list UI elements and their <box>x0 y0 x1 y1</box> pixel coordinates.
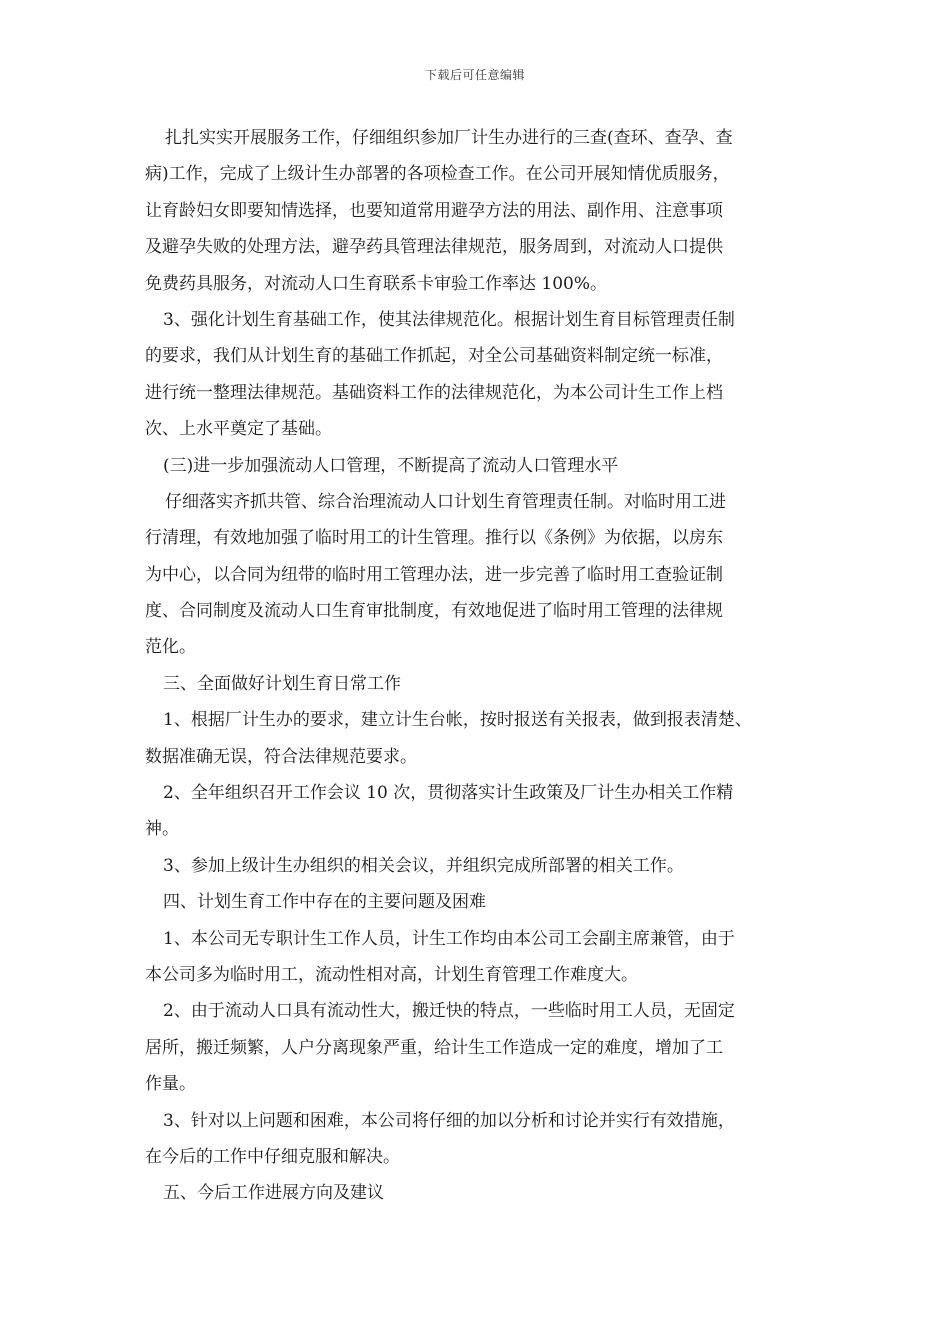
paragraph <box>145 666 825 702</box>
paragraph <box>145 702 825 775</box>
paragraph <box>145 775 825 848</box>
paragraph-line: 及避孕失败的处理方法，避孕药具管理法律规范，服务周到，对流动人口提供 <box>145 237 723 258</box>
paragraph-line: 1、本公司无专职计生工作人员，计生工作均由本公司工会副主席兼管，由于 <box>163 928 735 949</box>
paragraph-line: 的要求，我们从计划生育的基础工作抓起，对全公司基础资料制定统一标准， <box>145 346 723 367</box>
paragraph-line: 仔细落实齐抓共管、综合治理流动人口计划生育管理责任制。对临时用工进 <box>165 491 726 512</box>
paragraph <box>145 884 825 920</box>
paragraph-line: 次、上水平奠定了基础。 <box>145 419 332 440</box>
paragraph-line: 作量。 <box>145 1074 196 1095</box>
paragraph <box>145 448 825 484</box>
paragraph-line: 三、全面做好计划生育日常工作 <box>163 673 401 694</box>
paragraph-line: (三)进一步加强流动人口管理，不断提高了流动人口管理水平 <box>163 455 619 476</box>
paragraph <box>145 302 825 448</box>
paragraph-line: 五、今后工作进展方向及建议 <box>163 1183 384 1204</box>
paragraph <box>145 993 825 1102</box>
paragraph-line: 数据准确无误，符合法律规范要求。 <box>145 746 417 767</box>
paragraph-line: 1、根据厂计生办的要求，建立计生台帐，按时报送有关报表，做到报表清楚、 <box>163 710 752 731</box>
paragraph <box>145 921 825 994</box>
paragraph <box>145 848 825 884</box>
paragraph-line: 度、合同制度及流动人口生育审批制度，有效地促进了临时用工管理的法律规 <box>145 601 723 622</box>
paragraph <box>145 1103 825 1176</box>
paragraph-line: 四、计划生育工作中存在的主要问题及困难 <box>163 892 486 913</box>
paragraph-line: 3、参加上级计生办组织的相关会议，并组织完成所部署的相关工作。 <box>163 855 684 876</box>
paragraph-line: 3、强化计划生育基础工作，使其法律规范化。根据计划生育目标管理责任制 <box>163 309 735 330</box>
paragraph-line: 进行统一整理法律规范。基础资料工作的法律规范化，为本公司计生工作上档 <box>145 382 723 403</box>
paragraph-line: 居所，搬迁频繁，人户分离现象严重，给计生工作造成一定的难度，增加了工 <box>145 1037 723 1058</box>
paragraph <box>145 120 825 302</box>
paragraph <box>145 1175 825 1211</box>
paragraph-line: 免费药具服务，对流动人口生育联系卡审验工作率达 100%。 <box>145 273 608 294</box>
paragraph-line: 行清理，有效地加强了临时用工的计生管理。推行以《条例》为依据，以房东 <box>145 528 723 549</box>
paragraph-line: 扎扎实实开展服务工作，仔细组织参加厂计生办进行的三查(查环、查孕、查 <box>165 128 733 148</box>
paragraph-line: 病)工作，完成了上级计生办部署的各项检查工作。在公司开展知情优质服务， <box>145 164 730 185</box>
page-header: 下载后可任意编辑 <box>424 68 525 82</box>
paragraph-line: 让育龄妇女即要知情选择，也要知道常用避孕方法的用法、副作用、注意事项 <box>145 200 723 221</box>
paragraph-line: 2、全年组织召开工作会议 10 次，贯彻落实计生政策及厂计生办相关工作精 <box>163 783 734 804</box>
paragraph-line: 2、由于流动人口具有流动性大，搬迁快的特点，一些临时用工人员，无固定 <box>163 1001 735 1022</box>
document-body <box>145 120 825 1212</box>
paragraph-line: 本公司多为临时用工，流动性相对高，计划生育管理工作难度大。 <box>145 964 638 985</box>
paragraph-line: 在今后的工作中仔细克服和解决。 <box>145 1146 400 1167</box>
paragraph <box>145 484 825 666</box>
paragraph-line: 3、针对以上问题和困难，本公司将仔细的加以分析和讨论并实行有效措施， <box>163 1110 735 1131</box>
paragraph-line: 范化。 <box>145 637 196 658</box>
paragraph-line: 神。 <box>145 819 179 840</box>
paragraph-line: 为中心，以合同为纽带的临时用工管理办法，进一步完善了临时用工查验证制 <box>145 564 723 585</box>
